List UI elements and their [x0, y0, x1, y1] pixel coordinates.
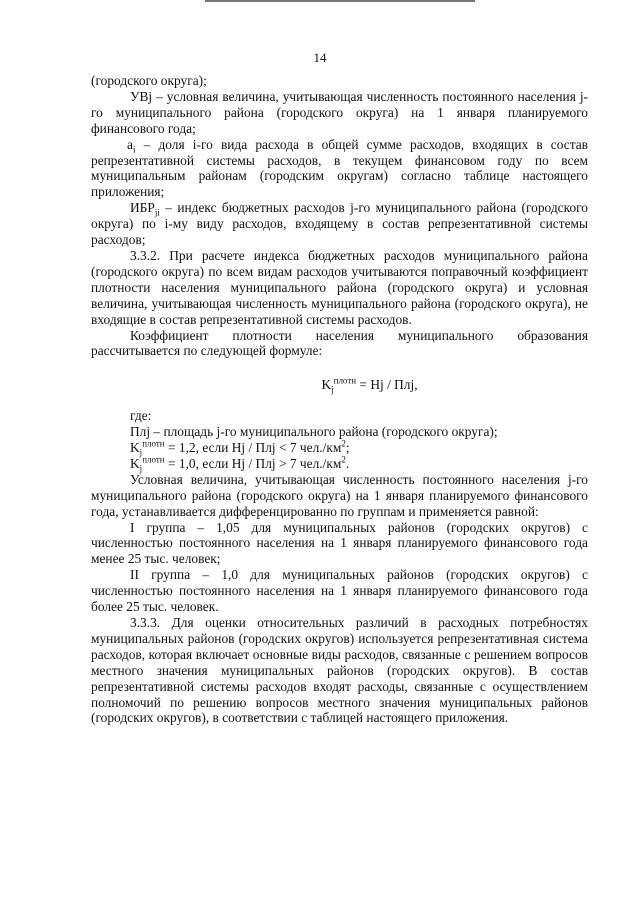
paragraph-ai-definition: [91, 137, 588, 201]
ai-symbol: a: [127, 136, 133, 152]
definition-area: Плj – площадь j-го муниципального района (городского округа);: [130, 424, 498, 440]
ibr-text: – индекс бюджетных расходов j-го муниципального района (городского округа) по i-му виду расходов, входящему в состав репрезентативной системы расходов;: [91, 200, 588, 248]
paragraph-group-2: II группа – 1,0 для муниципальных районов (городских округов) с численностью постоянного населения на 1 января планируемого финансового года более 25 тыс. человек.: [91, 567, 588, 615]
paragraph-continuation: (городского округа);: [91, 73, 207, 88]
paragraph-density-intro: Коэффициент плотности населения муниципального образования рассчитывается по следующей формуле:: [91, 327, 588, 359]
where-label: где:: [130, 408, 152, 424]
scan-artifact-line: [205, 0, 475, 2]
document-body: [91, 73, 588, 726]
definition-k-high: $K_j^{плотн} = 1,2$, если Hj / Плj < 7 $чел./км^2$;: [130, 438, 350, 458]
page-number: 14: [313, 50, 327, 65]
ai-text: – доля i-го вида расхода в общей сумме расходов, входящих в состав репрезентативной системы расходов, в текущем финансовом году по всем муниципальным районам (городским округам) согласно таблице настоящего приложения;: [91, 136, 588, 200]
ibr-subscript: ji: [154, 207, 160, 218]
ai-subscript: i: [132, 144, 136, 155]
density-formula: $K_j^{плотн} = Hj$ / Плj,: [321, 375, 418, 395]
paragraph-group-1: I группа – 1,05 для муниципальных районов (городских округов) с численностью постоянного населения на 1 января планируемого финансового года менее 25 тыс. человек;: [91, 519, 588, 567]
definition-k-low: $K_j^{плотн} = 1,0$, если Hj / Плj > 7 $чел./км^2$.: [130, 454, 350, 474]
paragraph-population-groups: Условная величина, учитывающая численность постоянного населения j-го муниципального района (городского округа) на 1 января планируемого финансового года, устанавливается дифференцированно по группам и применяется равной:: [91, 471, 588, 519]
paragraph-uvj-definition: УВj – условная величина, учитывающая численность постоянного населения j-го муниципального района (городского округа) на 1 января планируемого финансового года;: [91, 88, 588, 136]
paragraph-3-3-3: 3.3.3. Для оценки относительных различий в расходных потребностях муниципальных районов (городских округов) используется репрезентативная система расходов, которая включает основные виды расходов, связанные с решением вопросов местного значения муниципальных районов (городских округов). В состав репрезентативной системы расходов входят расходы, связанные с осуществлением полномочий по решению вопросов местного значения муниципальных районов (городских округов), в соответствии с таблицей настоящего приложения.: [91, 615, 588, 726]
paragraph-ibr-definition: [91, 200, 588, 248]
ibr-symbol: ИБР: [130, 200, 155, 216]
paragraph-3-3-2: 3.3.2. При расчете индекса бюджетных расходов муниципального района (городского округа) по всем видам расходов учитываются поправочный коэффициент плотности населения муниципального района (городского округа) и условная величина, учитывающая численность муниципального района (городского округа), не входящие в состав репрезентативной системы расходов.: [91, 247, 588, 327]
